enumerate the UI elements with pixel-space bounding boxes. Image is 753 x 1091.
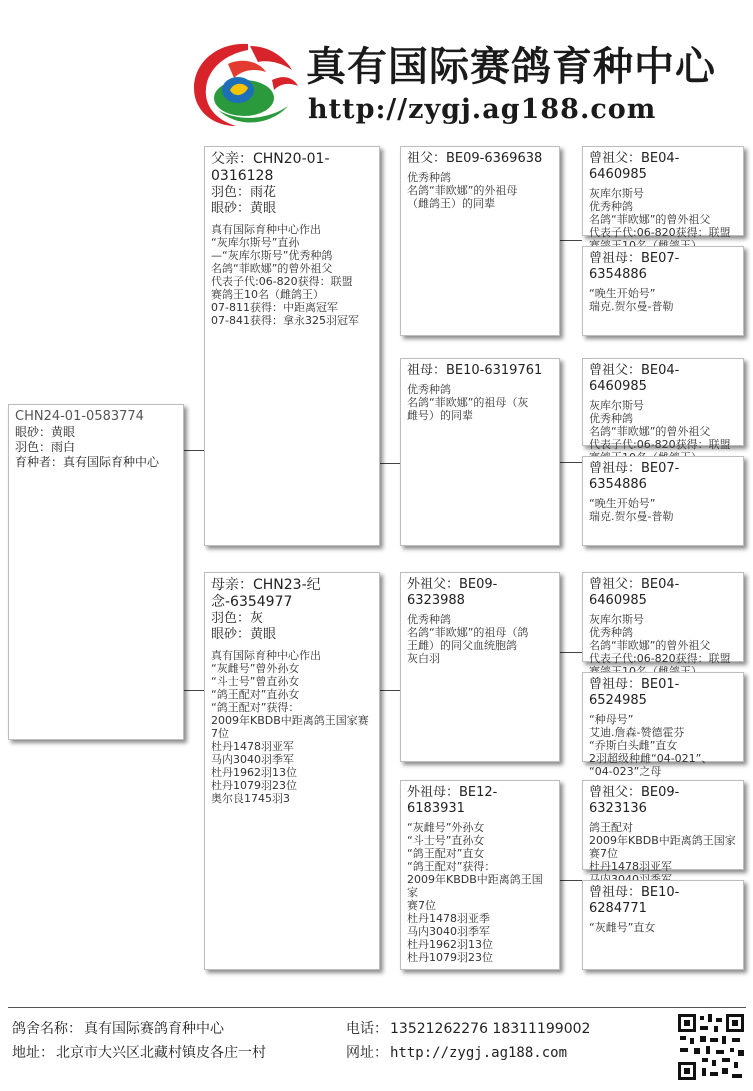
footer-website-label: 网址： <box>346 1045 388 1061</box>
logo-phoenix-icon <box>188 40 300 130</box>
connector-line <box>184 690 206 691</box>
dam-notes: 真有国际育种中心作出 “灰雌号”曾外孙女 “斗士号”曾直孙女 “鸽王配对”直孙女 “鸽王配对”获得： 2009年KBDB中距离鸽王国家赛 7位 杜丹1478羽亚军 马内3040羽季军 杜丹1962羽13位 杜丹1079羽23位 奥尔良1745羽3 <box>211 649 369 805</box>
brand-url: http://zygj.ag188.com <box>308 94 657 125</box>
grandsire-maternal-title: 外祖父：BE09-6323988 <box>407 577 498 608</box>
footer-divider <box>8 1007 746 1008</box>
subject-card[interactable] <box>8 404 184 740</box>
dam-title: 母亲：CHN23-纪念-6354977 <box>211 577 321 610</box>
grandsire-maternal-notes: 优秀种鸽 名鸽“菲欧娜”的祖母（鸽 王雌）的同父血统胞鸽 灰白羽 <box>407 613 529 665</box>
great-grandparent-title: 曾祖父：BE04-6460985 <box>589 363 680 394</box>
subject-breeder: 育种者：真有国际育种中心 <box>15 455 160 469</box>
great-grandparent-notes: 鸽王配对 2009年KBDB中距离鸽王国家 赛7位 杜丹1478羽亚军 <box>589 821 736 873</box>
great-grandparent-notes: “灰雌号”直女 <box>589 921 656 934</box>
great-grandparent-title: 曾祖父：BE04-6460985 <box>589 151 680 182</box>
footer-address-value: 北京市大兴区北藏村镇皮各庄一村 <box>56 1045 266 1061</box>
footer-phone-value: 13521262276 18311199002 <box>390 1021 591 1037</box>
great-grandparent-notes: “晚生开始号” 瑞克.贺尔曼-普勒 <box>589 497 674 523</box>
footer-address-label: 地址： <box>12 1045 54 1061</box>
grandsire-paternal-notes: 优秀种鸽 名鸽“菲欧娜”的外祖母 （雌鸽王）的同辈 <box>407 171 518 210</box>
connector-line <box>560 462 582 463</box>
great-grandparent-title: 曾祖父：BE09-6323136 <box>589 785 680 816</box>
sire-title: 父亲：CHN20-01-0316128 <box>211 151 330 184</box>
connector-line <box>184 450 206 451</box>
qr-code-icon <box>676 1012 746 1082</box>
footer-website-value[interactable]: http://zygj.ag188.com <box>390 1045 568 1061</box>
footer-phone <box>346 1020 590 1038</box>
great-grandparent-card[interactable] <box>582 246 744 336</box>
granddam-maternal-notes: “灰雌号”外孙女 “斗士号”直孙女 “鸽王配对”直女 “鸽王配对”获得： 2009年KBDB中距离鸽王国家 赛7位 杜丹1478羽亚季 马内3040羽季军 杜丹1962羽13位 杜丹1079羽23位 <box>407 821 543 964</box>
connector-line <box>380 690 400 691</box>
grandsire-paternal-card[interactable] <box>400 146 560 336</box>
great-grandparent-card[interactable] <box>582 456 744 546</box>
great-grandparent-title: 曾祖母：BE10-6284771 <box>589 885 680 916</box>
great-grandparent-card[interactable] <box>582 880 744 970</box>
great-grandparent-notes: 灰库尔斯号 优秀种鸽 名鸽“菲欧娜”的曾外祖父 代表子代:06-820获得：联盟 <box>589 187 731 239</box>
granddam-paternal-title: 祖母：BE10-6319761 <box>407 363 543 378</box>
granddam-paternal-card[interactable] <box>400 358 560 546</box>
great-grandparent-card[interactable] <box>582 572 744 665</box>
footer-website <box>346 1044 567 1062</box>
great-grandparent-notes: 灰库尔斯号 优秀种鸽 名鸽“菲欧娜”的曾外祖父 代表子代:06-820获得：联盟 <box>589 399 731 451</box>
footer-phone-label: 电话： <box>346 1021 388 1037</box>
great-grandparent-card[interactable] <box>582 358 744 451</box>
brand-title: 真有国际赛鸽育种中心 <box>306 44 716 90</box>
granddam-paternal-notes: 优秀种鸽 名鸽“菲欧娜”的祖母（灰 雌号）的同辈 <box>407 383 529 422</box>
great-grandparent-notes: “晚生开始号” 瑞克.贺尔曼-普勒 <box>589 287 674 313</box>
dam-eye: 眼砂：黄眼 <box>211 627 277 642</box>
footer-loft-value: 真有国际赛鸽育种中心 <box>84 1021 224 1037</box>
connector-line <box>560 652 582 653</box>
great-grandparent-notes: 灰库尔斯号 优秀种鸽 名鸽“菲欧娜”的曾外祖父 代表子代:06-820获得：联盟 <box>589 613 731 665</box>
dam-card[interactable] <box>204 572 380 970</box>
granddam-maternal-card[interactable] <box>400 780 560 970</box>
subject-color: 羽色：雨白 <box>15 440 76 454</box>
sire-notes: 真有国际育种中心作出 “灰库尔斯号”直孙 —“灰库尔斯号”优秀种鸽 名鸽“菲欧娜”的曾外祖父 代表子代:06-820获得：联盟 赛鸽王10名（雌鸽王） 07-811获得：中距离冠军 07-841获得：拿永325羽冠军 <box>211 223 359 327</box>
footer-loft-label: 鸽舍名称： <box>12 1021 82 1037</box>
sire-eye: 眼砂：黄眼 <box>211 201 277 216</box>
granddam-maternal-title: 外祖母：BE12-6183931 <box>407 785 498 816</box>
great-grandparent-title: 曾祖母：BE07-6354886 <box>589 251 680 282</box>
connector-line <box>560 880 582 881</box>
sire-card[interactable] <box>204 146 380 546</box>
great-grandparent-title: 曾祖母：BE07-6354886 <box>589 461 680 492</box>
great-grandparent-card[interactable] <box>582 672 744 778</box>
great-grandparent-notes: “种母号” 艾迪.詹森-赞德霍芬 “乔斯白头雌”直女 2羽超级种雌“04-021”、 “04-023”之母 <box>589 713 713 778</box>
footer-address <box>12 1044 266 1062</box>
connector-line <box>560 240 582 241</box>
grandsire-paternal-title: 祖父：BE09-6369638 <box>407 151 543 166</box>
connector-line <box>380 463 400 464</box>
subject-ring: CHN24-01-0583774 <box>15 409 144 424</box>
great-grandparent-title: 曾祖母：BE01-6524985 <box>589 677 680 708</box>
grandsire-maternal-card[interactable] <box>400 572 560 762</box>
great-grandparent-title: 曾祖父：BE04-6460985 <box>589 577 680 608</box>
sire-color: 羽色：雨花 <box>211 185 277 200</box>
subject-eye: 眼砂：黄眼 <box>15 425 76 439</box>
great-grandparent-card[interactable] <box>582 780 744 873</box>
dam-color: 羽色：灰 <box>211 611 264 626</box>
great-grandparent-card[interactable] <box>582 146 744 239</box>
footer-loft <box>12 1020 224 1038</box>
